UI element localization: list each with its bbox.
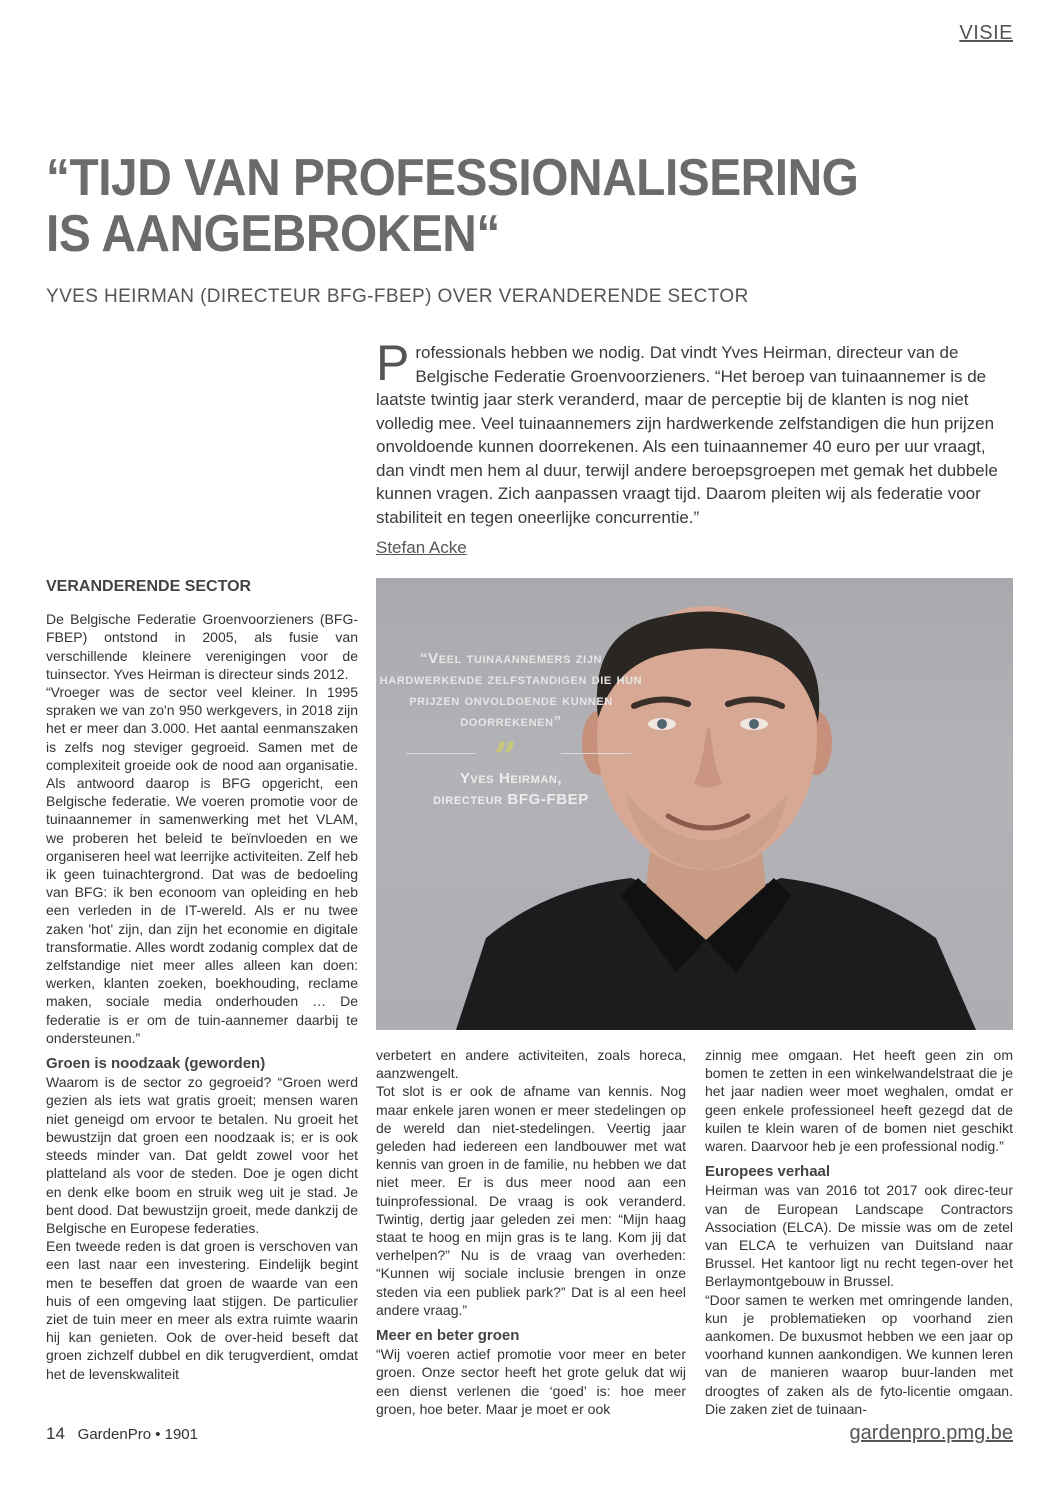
intro-text: rofessionals hebben we nodig. Dat vindt Yves Heirman, directeur van de Belgische Federatie Groenvoorzieners. “Het beroep van tuinaannemer is de laatste twintig jaar sterk veranderd, maar de perceptie bij de klanten is nog niet volledig mee. Veel tuinaannemers zijn hardwerkende zelfstandigen die hun prijzen onvoldoende kunnen doorrekenen. Als een tuinaannemer 40 euro per uur vraagt, dan vindt men hem al duur, terwijl andere beroepsgroepen met gemak het dubbele kunnen vragen. Zich aanpassen vraagt tijd. Daarom pleiten wij als federatie voor stabiliteit en tegen oneerlijke concurrentie.” — [376, 343, 998, 527]
paragraph: “Door samen te werken met omringende landen, kun je problematieken op voorhand zien aankomen. De buxusmot hebben we een jaar op voorhand kunnen aankondigen. We kunnen leren van de manieren waarop buur-landen met droogtes of zaken als de fyto-licentie omgaan. Die zaken ziet de tuinaan- — [705, 1291, 1013, 1417]
article-column-3 — [705, 1046, 1013, 1418]
author-byline[interactable]: Stefan Acke — [376, 538, 467, 557]
paragraph: De Belgische Federatie Groenvoorzieners (BFG-FBEP) ontstond in 2005, als fusie van verschillende kleinere verenigingen voor de tuinsector. Yves Heirman is directeur sinds 2012. — [46, 611, 358, 682]
pull-quote: “Veel tuinaannemers zijn hardwerkende zelfstandigen die hun prijzen onvoldoende kunnen doorrekenen” — [379, 650, 643, 730]
portrait-photo — [376, 578, 1013, 1030]
attribution-role: directeur BFG-FBEP — [433, 791, 589, 808]
section-heading: VERANDERENDE SECTOR — [46, 578, 252, 595]
pull-quote-attribution — [376, 768, 646, 810]
subheading: Groen is noodzaak (geworden) — [46, 1055, 266, 1073]
quote-mark-icon: ” — [494, 734, 518, 781]
publication-name: GardenPro • 1901 — [77, 1426, 198, 1443]
article-intro — [376, 335, 1018, 529]
subheading: Europees verhaal — [705, 1163, 831, 1181]
paragraph: Tot slot is er ook de afname van kennis. Nog maar enkele jaren wonen er meer stedelingen op de wereld dan niet-stedelingen. Veertig jaar geleden had iedereen een landbouwer met wat kennis van groen in de familie, nu hebben we dat niet meer. Er is dus meer nood aan een tuinprofessional. De vraag is ook veranderd. Twintig, dertig jaar geleden zei men: “Mijn haag staat te hoog en mijn gras is te lang. Kom jij dat verhelpen?” Nu is de vraag van overheden: “Kunnen wij sociale inclusie brengen in onze steden via een publiek park?” Dat is al een heel andere vraag.” — [376, 1083, 686, 1318]
subheading: Meer en beter groen — [376, 1327, 520, 1345]
paragraph: Een tweede reden is dat groen is verschoven van een last naar een investering. Eindelijk begint men te beseffen dat groen de waarde van een huis of een omgeving laat stijgen. De particulier ziet de tuin meer en meer als extra ruimte waarin hij kan genieten. Ook de over-heid beseft dat groen zichzelf dubbel en dik terugverdient, omdat het de levenskwaliteit — [46, 1238, 358, 1382]
paragraph: “Wij voeren actief promotie voor meer en beter groen. Onze sector heeft het grote geluk dat wij een dienst verlenen die ‘goed’ is: hoe meer groen, hoe beter. Maar je moet er ook — [376, 1346, 686, 1417]
page-number: 14 — [46, 1424, 65, 1443]
page-footer — [46, 1424, 198, 1444]
paragraph: Waarom is de sector zo gegroeid? “Groen werd gezien als iets wat gratis groeit; mensen waren niet geneigd om ervoor te betalen. Nu groeit het bewustzijn dat groen een noodzaak is; er is ook steeds minder van. Dat geldt zowel voor het platteland als voor de steden. Doe je ogen dicht en denk elke boom en struik weg uit je stad. Je bent dood. Dat bewustzijn groeit, mede dankzij de Belgische en Europese federaties. — [46, 1074, 358, 1236]
divider — [561, 753, 631, 754]
article-column-1 — [46, 578, 358, 1383]
paragraph: “Vroeger was de sector veel kleiner. In 1995 spraken we van zo'n 950 werkgevers, in 2018 zijn het er meer dan 3.000. Het aantal eenmanszaken is zelfs nog steviger gegroeid. Samen met de complexiteit groeide ook de nood aan organisatie. Als antwoord daarop is BFG opgericht, een Belgische federatie. We voeren promotie voor de tuinaannemer in samenwerking met het VLAM, we proberen het beleid te beïnvloeden en we organiseren heel wat leerrijke activiteiten. Zelf heb ik geen tuinachtergrond. Dat was de bedoeling van BFG: ik ben econoom van opleiding en heb een verleden in de IT-wereld. Als er nu twee zaken 'hot' zijn, dan zijn het economie en digitale transformatie. Alles wordt zodanig complex dat de zelfstandige niet meer alles alleen kan doen: werken, klanten zoeken, boekhouding, reclame maken, sociale media onderhouden … De federatie is er om de tuin-aannemer daarbij te ondersteunen.” — [46, 684, 358, 1046]
divider — [406, 753, 476, 754]
drop-cap: P — [376, 335, 410, 391]
article-column-2 — [376, 1046, 686, 1418]
attribution-name: Yves Heirman, — [459, 770, 563, 787]
section-tag[interactable]: VISIE — [959, 22, 1013, 44]
website-link[interactable]: gardenpro.pmg.be — [849, 1422, 1013, 1444]
paragraph: Heirman was van 2016 tot 2017 ook direc-teur van de European Landscape Contractors Association (ELCA). De missie was om de zetel van ELCA te verhuizen van Duitsland naar Brussel. Het kantoor ligt nu recht tegen-over het Berlaymontgebouw in Brussel. — [705, 1182, 1013, 1290]
paragraph: verbetert en andere activiteiten, zoals horeca, aanzwengelt. — [376, 1047, 686, 1082]
article-headline: “TIJD VAN PROFESSIONALISERING IS AANGEBROKEN“ — [46, 149, 859, 263]
paragraph: zinnig mee omgaan. Het heeft geen zin om bomen te zetten in een winkelwandelstraat die je het jaar nadien weer moet weghalen, omdat er geen enkele professioneel heeft gezegd dat de kuilen te klein waren of de bomen niet geschikt waren. Daarvoor heb je een professional nodig.” — [705, 1047, 1013, 1155]
article-subheadline: YVES HEIRMAN (DIRECTEUR BFG-FBEP) OVER VERANDERENDE SECTOR — [46, 286, 749, 307]
